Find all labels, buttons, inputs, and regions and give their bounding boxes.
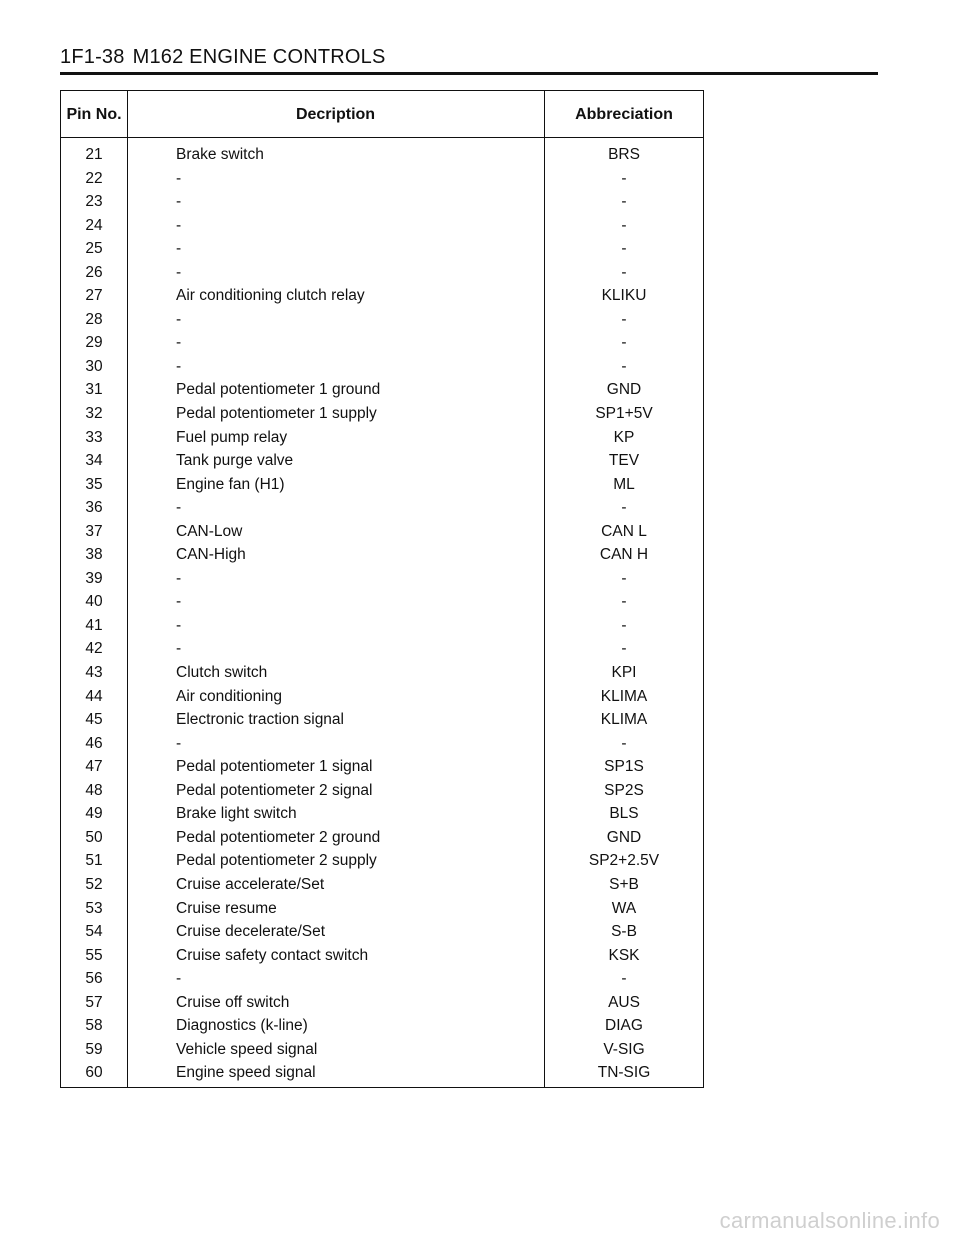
pin-description: Pedal potentiometer 1 signal — [176, 758, 373, 776]
pin-number: 29 — [85, 334, 103, 352]
pin-description: Clutch switch — [176, 664, 268, 682]
pin-number: 30 — [85, 357, 103, 375]
pin-abbreviation: - — [621, 734, 627, 752]
pin-number: 26 — [85, 263, 103, 281]
pin-number: 33 — [85, 428, 103, 446]
table-row — [61, 661, 703, 685]
header-row-divider — [61, 137, 703, 138]
pin-abbreviation: - — [621, 263, 627, 281]
pin-number: 48 — [85, 781, 103, 799]
table-row — [61, 873, 703, 897]
section-title: M162 ENGINE CONTROLS — [132, 46, 386, 68]
table-row — [61, 402, 703, 426]
pin-number: 34 — [85, 452, 103, 470]
table-row — [61, 590, 703, 614]
pin-abbreviation: TN-SIG — [597, 1064, 651, 1082]
table-row — [61, 331, 703, 355]
pin-number: 47 — [85, 758, 103, 776]
column-header-abbreviation: Abbreciation — [575, 106, 673, 123]
pin-abbreviation: SP2+2.5V — [588, 852, 660, 870]
pin-description: - — [176, 263, 182, 281]
pin-abbreviation: KPI — [611, 664, 637, 682]
pin-number: 43 — [85, 664, 103, 682]
pin-number: 38 — [85, 546, 103, 564]
table-row — [61, 944, 703, 968]
table-row — [61, 1038, 703, 1062]
pin-number: 55 — [85, 946, 103, 964]
pin-description: Pedal potentiometer 2 supply — [176, 852, 377, 870]
pin-abbreviation: DIAG — [605, 1017, 643, 1035]
table-row — [61, 308, 703, 332]
pin-description: - — [176, 593, 182, 611]
pin-abbreviation: SP2S — [604, 781, 644, 799]
table-row — [61, 378, 703, 402]
pin-description: - — [176, 970, 182, 988]
pin-abbreviation: ML — [613, 475, 635, 493]
pin-number: 50 — [85, 828, 103, 846]
pin-description: Brake switch — [176, 146, 264, 163]
pin-description: Cruise safety contact switch — [176, 946, 369, 964]
pin-description: Cruise resume — [176, 899, 277, 917]
pin-number: 39 — [85, 569, 103, 587]
pin-description: Engine fan (H1) — [176, 475, 285, 493]
table-row — [61, 284, 703, 308]
pin-number: 51 — [85, 852, 103, 870]
pin-abbreviation: S-B — [611, 923, 637, 941]
pin-number: 37 — [85, 522, 103, 540]
pin-number: 40 — [85, 593, 103, 611]
table-row — [61, 473, 703, 497]
pin-number: 45 — [85, 711, 103, 729]
pin-number: 22 — [85, 169, 103, 187]
column-header-pin: Pin No. — [66, 106, 122, 123]
table-row — [61, 637, 703, 661]
pin-description: Pedal potentiometer 1 ground — [176, 381, 381, 399]
pin-abbreviation: - — [621, 616, 627, 634]
pin-description: CAN-Low — [176, 522, 243, 540]
pin-description: - — [176, 640, 182, 658]
pin-number: 53 — [85, 899, 103, 917]
pin-abbreviation: KLIMA — [600, 711, 648, 729]
pin-description: Cruise decelerate/Set — [176, 923, 326, 941]
table-row — [61, 708, 703, 732]
pin-description: Tank purge valve — [176, 452, 294, 470]
pin-abbreviation: - — [621, 334, 627, 352]
column-header-description: Decription — [295, 106, 376, 123]
pin-number: 42 — [85, 640, 103, 658]
table-row — [61, 496, 703, 520]
pin-abbreviation: TEV — [608, 452, 640, 470]
table-row — [61, 685, 703, 709]
pin-description: - — [176, 357, 182, 375]
header-divider — [60, 72, 878, 75]
pin-description: Cruise accelerate/Set — [176, 875, 325, 893]
pin-abbreviation: KLIMA — [600, 687, 648, 705]
table-row — [61, 991, 703, 1015]
pin-number: 21 — [85, 146, 103, 163]
pin-description: Air conditioning clutch relay — [176, 287, 365, 305]
pin-number: 46 — [85, 734, 103, 752]
table-row — [61, 449, 703, 473]
pin-number: 57 — [85, 993, 103, 1011]
pin-assignment-table — [60, 90, 704, 1088]
pin-abbreviation: S+B — [609, 875, 639, 893]
pin-description: Vehicle speed signal — [176, 1040, 318, 1058]
table-row — [61, 567, 703, 591]
table-row — [61, 920, 703, 944]
pin-abbreviation: GND — [606, 381, 642, 399]
pin-abbreviation: - — [621, 216, 627, 234]
pin-description: Fuel pump relay — [176, 428, 288, 446]
pin-number: 44 — [85, 687, 103, 705]
table-row — [61, 1014, 703, 1038]
pin-number: 59 — [85, 1040, 103, 1058]
pin-abbreviation: KP — [613, 428, 635, 446]
pin-abbreviation: AUS — [608, 993, 640, 1011]
pin-description: CAN-High — [176, 546, 246, 564]
pin-abbreviation: GND — [606, 828, 642, 846]
pin-description: - — [176, 216, 182, 234]
pin-description: Pedal potentiometer 2 signal — [176, 781, 373, 799]
table-row — [61, 849, 703, 873]
watermark: carmanualsonline.info — [719, 1208, 940, 1233]
pin-abbreviation: WA — [611, 899, 637, 917]
table-row — [61, 732, 703, 756]
pin-number: 35 — [85, 475, 103, 493]
pin-abbreviation: - — [621, 193, 627, 211]
pin-number: 58 — [85, 1017, 103, 1035]
pin-description: Diagnostics (k-line) — [176, 1017, 308, 1035]
table-row — [61, 779, 703, 803]
pin-number: 28 — [85, 310, 103, 328]
pin-abbreviation: SP1+5V — [595, 405, 653, 423]
table-row — [61, 755, 703, 779]
table-row — [61, 1061, 703, 1085]
pin-abbreviation: - — [621, 169, 627, 187]
pin-description: Electronic traction signal — [176, 711, 344, 729]
pin-number: 36 — [85, 499, 103, 517]
table-row — [61, 614, 703, 638]
table-row — [61, 543, 703, 567]
pin-abbreviation: - — [621, 240, 627, 258]
pin-description: Air conditioning — [176, 687, 282, 705]
pin-number: 25 — [85, 240, 103, 258]
table-row — [61, 143, 703, 167]
pin-number: 54 — [85, 923, 103, 941]
pin-number: 41 — [85, 616, 103, 634]
pin-number: 23 — [85, 193, 103, 211]
table-row — [61, 190, 703, 214]
pin-abbreviation: SP1S — [604, 758, 644, 776]
pin-description: - — [176, 569, 182, 587]
table-row — [61, 897, 703, 921]
pin-description: Pedal potentiometer 2 ground — [176, 828, 381, 846]
pin-number: 31 — [85, 381, 103, 399]
pin-abbreviation: V-SIG — [603, 1040, 645, 1058]
pin-abbreviation: - — [621, 569, 627, 587]
pin-number: 27 — [85, 287, 103, 305]
pin-abbreviation: - — [621, 640, 627, 658]
page-header — [60, 46, 386, 69]
pin-abbreviation: - — [621, 499, 627, 517]
table-body — [61, 143, 703, 1085]
pin-description: - — [176, 193, 182, 211]
pin-description: - — [176, 616, 182, 634]
pin-abbreviation: CAN H — [599, 546, 649, 564]
pin-abbreviation: BRS — [608, 146, 640, 163]
page-code: 1F1-38 — [60, 46, 125, 68]
pin-number: 32 — [85, 405, 103, 423]
table-row — [61, 355, 703, 379]
table-row — [61, 214, 703, 238]
pin-abbreviation: KLIKU — [601, 287, 647, 305]
pin-number: 52 — [85, 875, 103, 893]
pin-number: 56 — [85, 970, 103, 988]
pin-description: Pedal potentiometer 1 supply — [176, 405, 377, 423]
table-row — [61, 426, 703, 450]
pin-description: - — [176, 499, 182, 517]
pin-number: 24 — [85, 216, 103, 234]
pin-abbreviation: - — [621, 357, 627, 375]
pin-number: 49 — [85, 805, 103, 823]
pin-description: - — [176, 310, 182, 328]
table-row — [61, 520, 703, 544]
pin-description: Engine speed signal — [176, 1064, 316, 1082]
table-row — [61, 237, 703, 261]
pin-abbreviation: - — [621, 310, 627, 328]
table-row — [61, 802, 703, 826]
table-row — [61, 261, 703, 285]
pin-abbreviation: KSK — [608, 946, 640, 964]
pin-abbreviation: - — [621, 593, 627, 611]
pin-abbreviation: BLS — [609, 805, 639, 823]
pin-description: Cruise off switch — [176, 993, 290, 1011]
pin-description: Brake light switch — [176, 805, 297, 823]
pin-number: 60 — [85, 1064, 103, 1082]
pin-description: - — [176, 240, 182, 258]
table-row — [61, 967, 703, 991]
pin-abbreviation: CAN L — [601, 522, 647, 540]
table-row — [61, 826, 703, 850]
pin-abbreviation: - — [621, 970, 627, 988]
pin-description: - — [176, 334, 182, 352]
pin-description: - — [176, 169, 182, 187]
table-row — [61, 167, 703, 191]
pin-description: - — [176, 734, 182, 752]
